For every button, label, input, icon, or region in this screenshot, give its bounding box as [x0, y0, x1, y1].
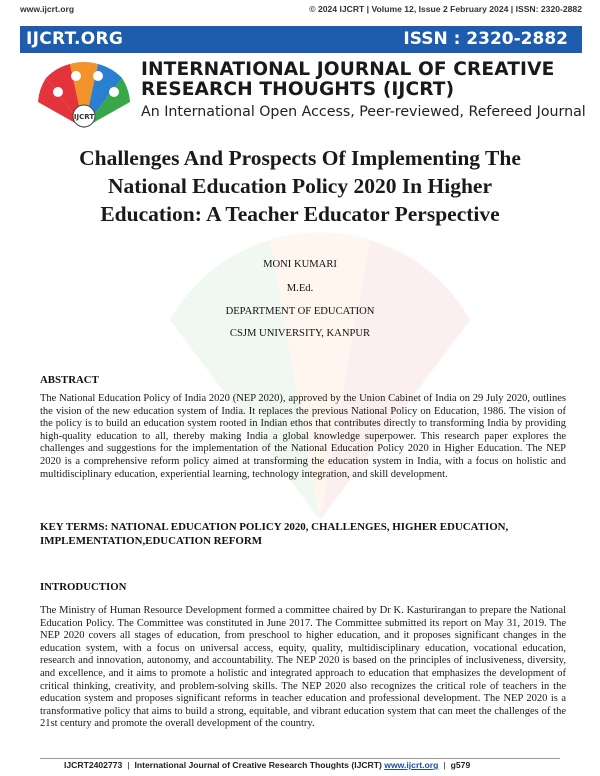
journal-subtitle: An International Open Access, Peer-reviewed, Refereed Journal — [141, 104, 586, 120]
issn-label: ISSN : 2320-2882 — [403, 29, 568, 49]
author-degree: M.Ed. — [286, 283, 314, 294]
header-volume-info: © 2024 IJCRT | Volume 12, Issue 2 February 2024 | ISSN: 2320-2882 — [309, 4, 582, 14]
paper-title-line3: Education: A Teacher Educator Perspective — [100, 202, 500, 226]
footer-journal: International Journal of Creative Research Thoughts (IJCRT) — [134, 760, 382, 770]
brand-name: IJCRT.ORG — [26, 29, 124, 49]
logo-text: IJCRT — [73, 113, 95, 121]
key-terms: KEY TERMS: NATIONAL EDUCATION POLICY 2020, CHALLENGES, HIGHER EDUCATION, IMPLEMENTATION,EDUCATION REFORM — [40, 521, 509, 547]
paper-title-line1: Challenges And Prospects Of Implementing The — [79, 146, 521, 170]
journal-title-line1: INTERNATIONAL JOURNAL OF CREATIVE — [141, 59, 555, 80]
ijcrt-logo-icon — [36, 58, 132, 130]
page-header-line — [20, 2, 582, 16]
author-department: DEPARTMENT OF EDUCATION — [225, 306, 375, 317]
footer-site-link[interactable]: www.ijcrt.org — [384, 760, 439, 770]
author-university: CSJM UNIVERSITY, KANPUR — [229, 328, 371, 339]
journal-title-line2: RESEARCH THOUGHTS (IJCRT) — [141, 79, 455, 100]
journal-title — [141, 60, 581, 100]
author-name: MONI KUMARI — [263, 259, 337, 270]
introduction-heading: INTRODUCTION — [40, 581, 127, 593]
abstract-heading: ABSTRACT — [40, 374, 99, 386]
paper-title — [40, 144, 560, 228]
page-footer: IJCRT2402773 | International Journal of Creative Research Thoughts (IJCRT) www.ijcrt.org | g579 — [64, 760, 471, 770]
abstract-text: The National Education Policy of India 2020 (NEP 2020), approved by the Union Cabinet of India on 29 July 2020, outlines the vision of the new education system of India. It replaces the previous National Policy on Education, 1986. The vision of the policy is to build an education system rooted in Indian ethos that contributes directly to transforming India by providing high-quality education to all, thereby making India a global knowledge superpower. This research paper explores the challenges and suggestions for the implementation of the National Education Policy 2020 in Higher Education. The NEP 2020 is a comprehensive reform policy aimed at transforming the education system in India, with a focus on holistic and multidisciplinary education, experiential learning, technology integration, and skill development. — [40, 393, 566, 480]
brand-bar — [20, 26, 582, 53]
footer-paper-id: IJCRT2402773 — [64, 760, 123, 770]
footer-page-number: g579 — [450, 760, 471, 770]
footer-divider — [40, 758, 560, 759]
introduction-text: The Ministry of Human Resource Development formed a committee chaired by Dr K. Kasturirangan to prepare the National Education Policy. The Committee was constituted in June 2017. The Committee submitted its report on May 31, 2019. The NEP 2020 covers all stages of education, from preschool to higher education, and it proposes significant changes in the education system, with a focus on universal access, equity, quality, multidisciplinary education, vocational education, research and innovation, autonomy, and accountability. The NEP 2020 is based on the principles of inclusiveness, diversity, and excellence, and it aims to promote a holistic and integrated approach to education that emphasizes the development of critical thinking, creativity, and problem-solving skills. The NEP 2020 also recognizes the critical role of teachers in the education system and proposes significant reforms in teacher education and professional development. The NEP 2020 is a transformative policy that aims to build a strong, equitable, and vibrant education system that can meet the challenges of the 21st century and promote the overall development of the country. — [40, 605, 566, 730]
paper-title-line2: National Education Policy 2020 In Higher — [107, 174, 493, 198]
header-site: www.ijcrt.org — [20, 4, 75, 14]
